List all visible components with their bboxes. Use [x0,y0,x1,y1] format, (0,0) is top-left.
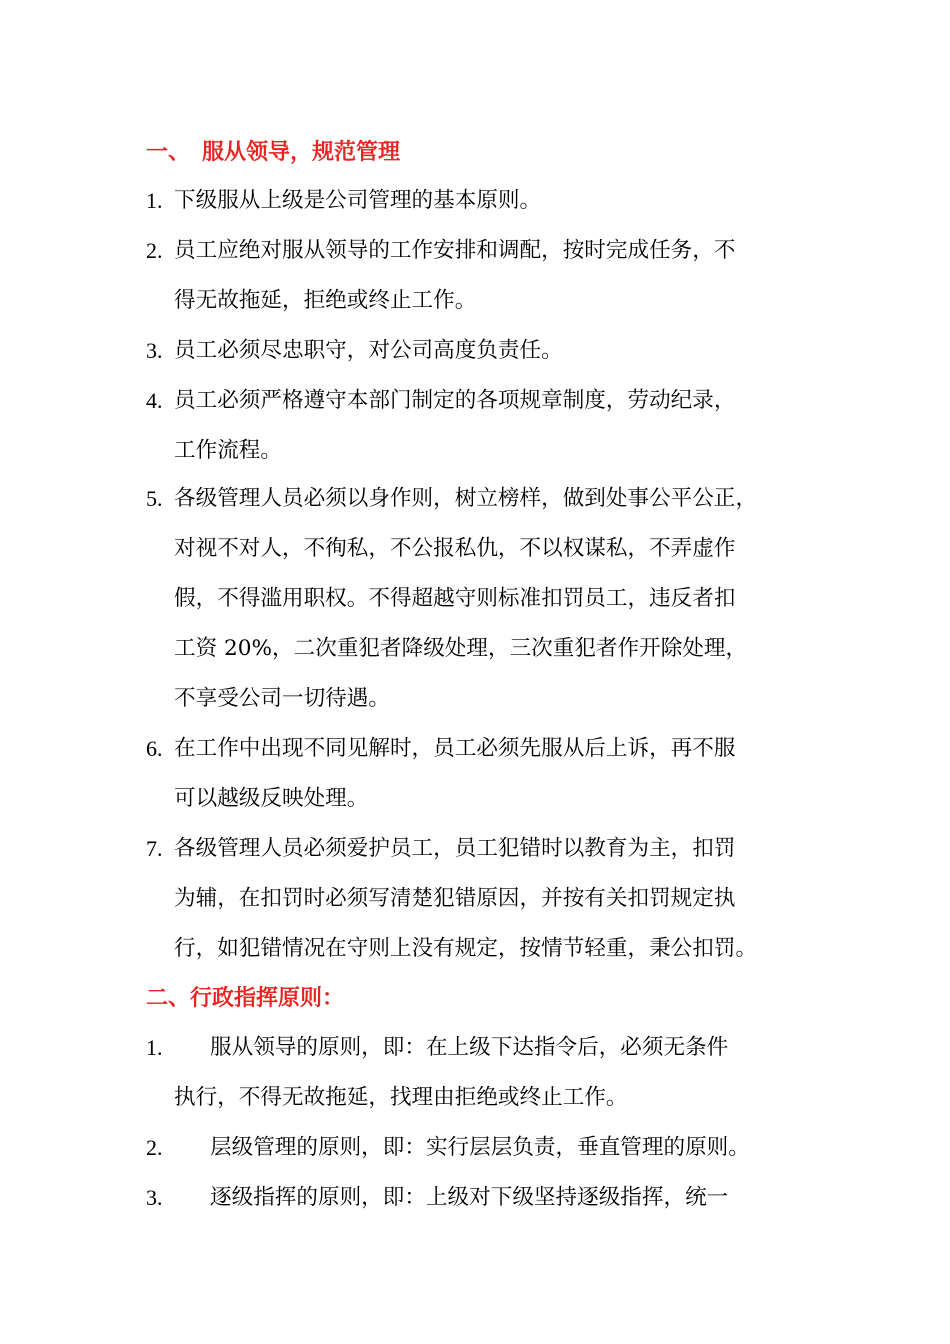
item-text-line: 不享受公司一切待遇。 [174,686,390,711]
item-text-line: 为辅，在扣罚时必须写清楚犯错原因，并按有关扣罚规定执 [174,886,736,911]
item-number: 2. [146,1135,163,1160]
item-text-line: 工作流程。 [174,438,282,463]
item-number: 3. [146,338,163,363]
section2-heading [146,983,344,1013]
item-number: 7. [146,836,163,861]
item-number: 5. [146,486,163,511]
item-text-line: 逐级指挥的原则，即：上级对下级坚持逐级指挥，统一 [210,1185,729,1210]
section1-number: 一、 [146,139,191,165]
item-text-line: 行，如犯错情况在守则上没有规定，按情节轻重，秉公扣罚。 [174,936,758,961]
item-text-line: 员工应绝对服从领导的工作安排和调配，按时完成任务，不 [174,238,736,263]
item-text-line: 下级服从上级是公司管理的基本原则。 [174,188,542,213]
section1-title: 服从领导，规范管理 [202,139,401,165]
section2-title: 二、行政指挥原则： [146,985,345,1011]
item-text-line: 各级管理人员必须爱护员工，员工犯错时以教育为主，扣罚 [174,836,736,861]
item-text-line: 层级管理的原则，即：实行层层负责，垂直管理的原则。 [210,1135,750,1160]
item-number: 1. [146,188,163,213]
item-text-line: 工资 20%，二次重犯者降级处理，三次重犯者作开除处理， [174,636,748,661]
item-text-line: 得无故拖延，拒绝或终止工作。 [174,288,477,313]
item-number: 2. [146,238,163,263]
item-text-line: 假，不得滥用职权。不得超越守则标准扣罚员工，违反者扣 [174,586,736,611]
item-text-line: 员工必须严格遵守本部门制定的各项规章制度，劳动纪录， [174,388,736,413]
item-text-line: 员工必须尽忠职守，对公司高度负责任。 [174,338,563,363]
item-text-line: 服从领导的原则，即：在上级下达指令后，必须无条件 [210,1035,729,1060]
item-text-line: 各级管理人员必须以身作则，树立榜样，做到处事公平公正， [174,486,758,511]
item-text-line: 执行，不得无故拖延，找理由拒绝或终止工作。 [174,1085,628,1110]
item-number: 6. [146,736,163,761]
item-number: 4. [146,388,163,413]
item-text-line: 可以越级反映处理。 [174,786,369,811]
item-number: 3. [146,1185,163,1210]
item-number: 1. [146,1035,163,1060]
item-text-line: 在工作中出现不同见解时，员工必须先服从后上诉，再不服 [174,736,736,761]
section1-heading [146,137,400,167]
item-text-line: 对视不对人，不徇私，不公报私仇，不以权谋私，不弄虚作 [174,536,736,561]
